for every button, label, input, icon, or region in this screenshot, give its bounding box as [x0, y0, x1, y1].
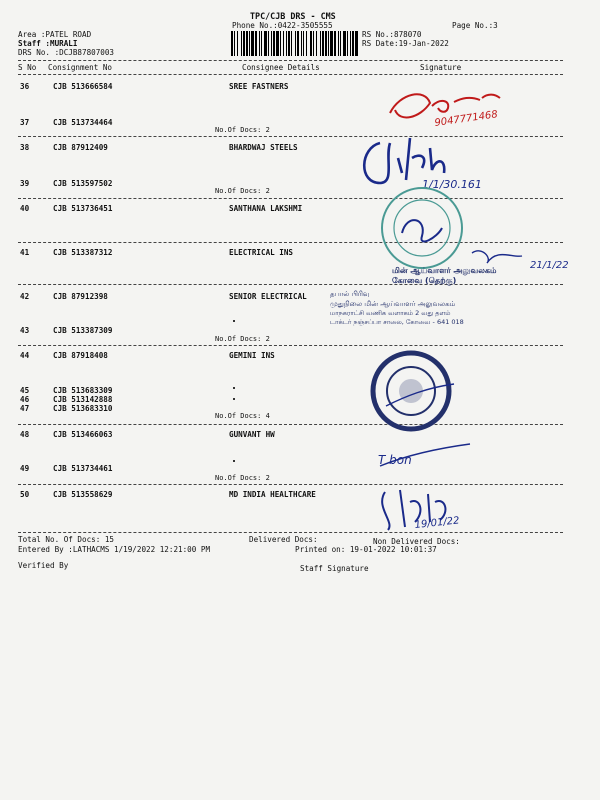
row-sno: 37 — [20, 118, 30, 127]
row-consignee: GUNVANT HW — [229, 430, 275, 439]
signature-text-48: T bon — [378, 453, 412, 467]
signature-blue-38 — [350, 128, 490, 198]
row-consignee: SREE FASTNERS — [229, 82, 289, 91]
row-consignment: CJB 513736451 — [53, 204, 113, 213]
rs-date: RS Date:19-Jan-2022 — [362, 39, 449, 48]
stamp-round-teal — [372, 178, 472, 278]
row-consignment: CJB 513683310 — [53, 404, 113, 413]
row-sno: 48 — [20, 430, 30, 439]
row-consignment: CJB 513734464 — [53, 118, 113, 127]
non-delivered-docs: Non Delivered Docs: — [373, 537, 460, 546]
delivered-docs: Delivered Docs: — [249, 535, 318, 544]
printed-on: Printed on: 19-01-2022 10:01:37 — [295, 545, 437, 554]
row-consignment: CJB 513387312 — [53, 248, 113, 257]
col-consignment: Consignment No — [48, 63, 113, 72]
row-consignment: CJB 513597502 — [53, 179, 113, 188]
col-consignee: Consignee Details — [242, 63, 320, 72]
row-sno: 41 — [20, 248, 30, 257]
area-label: Area :PATEL ROAD — [18, 30, 92, 39]
row-consignment: CJB 513142888 — [53, 395, 113, 404]
row-sno: 50 — [20, 490, 30, 499]
row-consignee: SENIOR ELECTRICAL — [229, 292, 307, 301]
signature-date-41: 21/1/22 — [530, 260, 569, 271]
docs-count: No.Of Docs: 2 — [215, 187, 270, 195]
row-sno: 43 — [20, 326, 30, 335]
staff-label: Staff :MURALI — [18, 39, 78, 48]
signature-red — [370, 78, 530, 138]
stamp-round-navy — [366, 346, 456, 436]
signature-date-38: 1/1/30.161 — [422, 178, 482, 191]
office-stamp: மின் ஆய்வாளர் அலுவலகம் கோவை (தெற்கு) தபால் பிரிவு முதுநிலை மின் ஆய்வாளர் அலுவலகம் மாநகராட்சி வணிக வளாகம் 2 வது தளம் டாக்டர் நஞ்சப்பா சாலை, கோவை - 641 018 — [330, 266, 497, 326]
row-consignee: SANTHANA LAKSHMI — [229, 204, 303, 213]
row-consignment: CJB 513666584 — [53, 82, 113, 91]
row-sno: 40 — [20, 204, 30, 213]
total-docs: Total No. Of Docs: 15 — [18, 535, 115, 544]
row-sno: 45 — [20, 386, 30, 395]
docs-count: No.Of Docs: 2 — [215, 474, 270, 482]
docs-count: No.Of Docs: 4 — [215, 412, 270, 420]
row-sno: 47 — [20, 404, 30, 413]
row-consignment: CJB 87912409 — [53, 143, 108, 152]
row-sno: 44 — [20, 351, 30, 360]
page-number: Page No.:3 — [452, 21, 498, 30]
row-consignment: CJB 513683309 — [53, 386, 113, 395]
rs-number: RS No.:878070 — [362, 30, 422, 39]
row-consignment: CJB 87912398 — [53, 292, 108, 301]
barcode-image — [230, 31, 358, 56]
row-sno: 46 — [20, 395, 30, 404]
signature-blue-50 — [370, 482, 480, 537]
drs-number: DRS No. :DCJB87807003 — [18, 48, 115, 57]
row-consignment: CJB 513387309 — [53, 326, 113, 335]
docs-count: No.Of Docs: 2 — [215, 126, 270, 134]
row-sno: 38 — [20, 143, 30, 152]
row-consignment: CJB 513558629 — [53, 490, 113, 499]
row-consignee: GEMINI INS — [229, 351, 275, 360]
row-sno: 36 — [20, 82, 30, 91]
phone-number: Phone No.:0422-3505555 — [232, 21, 333, 30]
entered-by: Entered By :LATHACMS 1/19/2022 12:21:00 PM — [18, 545, 211, 554]
verified-by: Verified By — [18, 561, 69, 570]
signature-date-50: 19/01/22 — [414, 515, 460, 531]
row-consignee: ELECTRICAL INS — [229, 248, 294, 257]
row-consignment: CJB 513734461 — [53, 464, 113, 473]
row-consignee: BHARDWAJ STEELS — [229, 143, 298, 152]
report-title: TPC/CJB DRS - CMS — [250, 11, 336, 21]
col-signature: Signature — [420, 63, 462, 72]
col-sno: S No — [18, 63, 37, 72]
signature-blue-48 — [370, 436, 490, 476]
row-consignment: CJB 513466063 — [53, 430, 113, 439]
row-sno: 42 — [20, 292, 30, 301]
docs-count: No.Of Docs: 2 — [215, 335, 270, 343]
row-consignment: CJB 87918408 — [53, 351, 108, 360]
row-sno: 49 — [20, 464, 30, 473]
staff-signature-label: Staff Signature — [300, 564, 369, 573]
row-consignee: MD INDIA HEALTHCARE — [229, 490, 316, 499]
signature-phone: 9047771468 — [433, 109, 499, 129]
row-sno: 39 — [20, 179, 30, 188]
